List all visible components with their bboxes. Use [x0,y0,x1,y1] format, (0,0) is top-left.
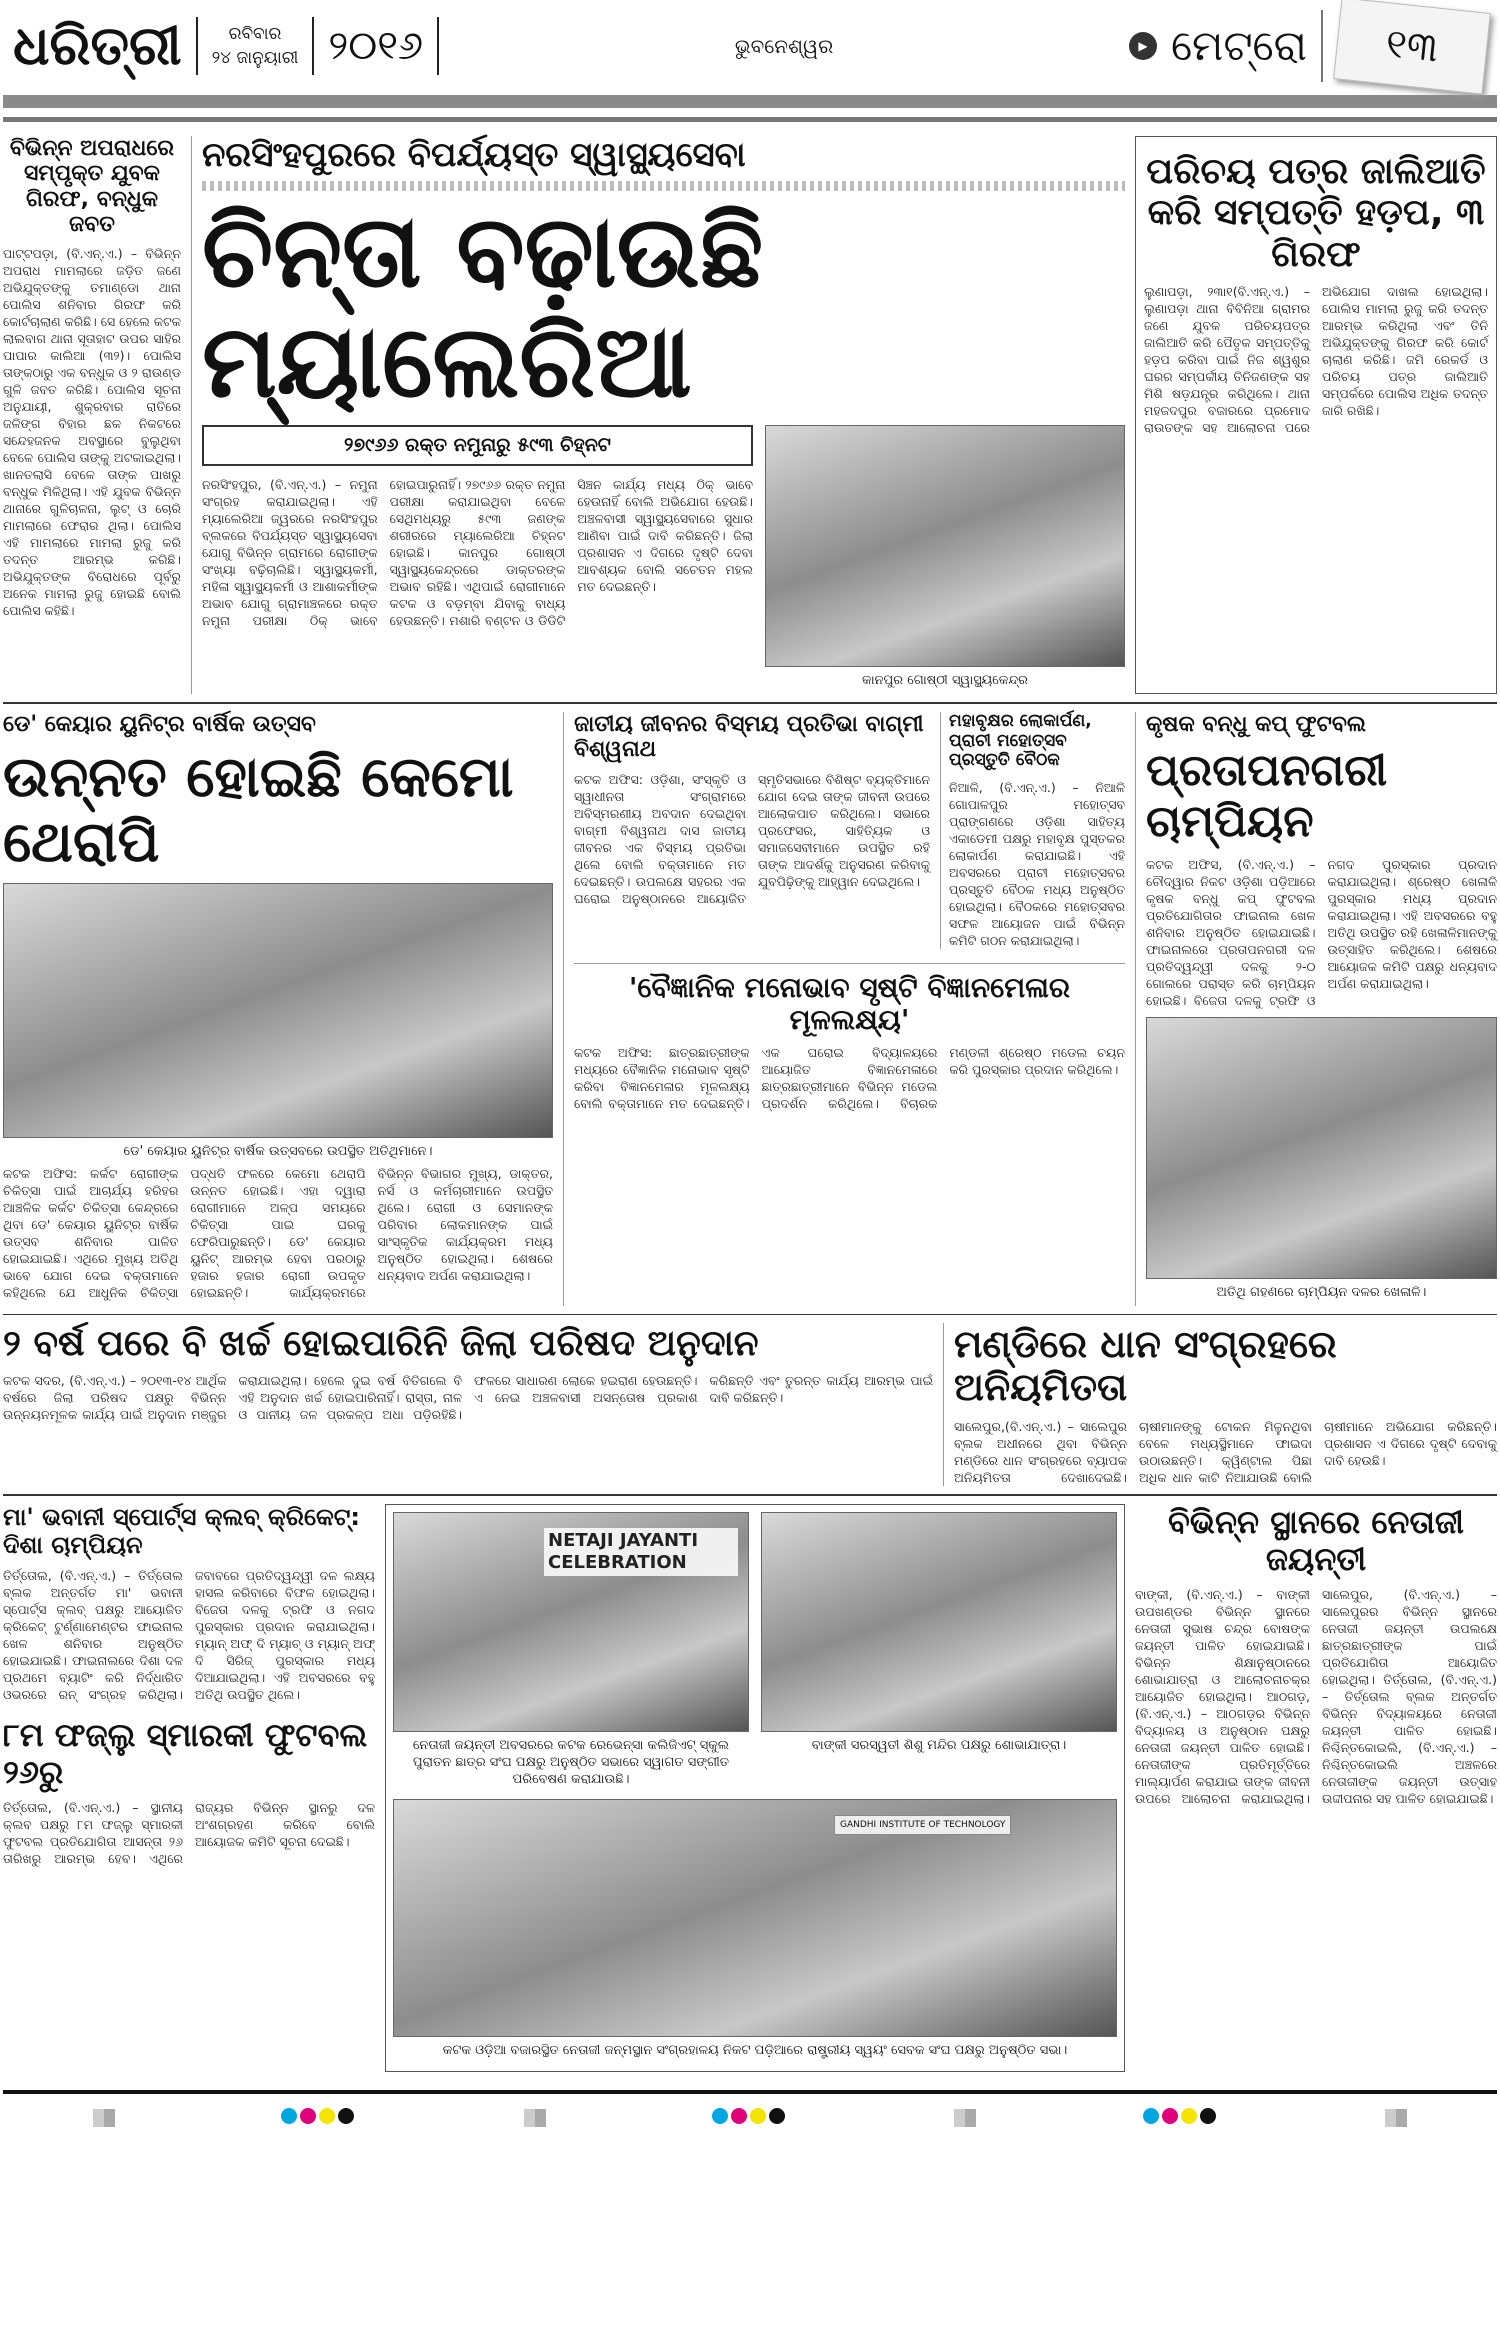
photo-procession [761,1512,1117,1732]
article-body: ସାଲେପୁର,(ବି.ଏନ୍.ଏ.) – ସାଲେପୁର ବ୍ଲକ ଅଧୀନରେ ଥିବା ବିଭିନ୍ନ ମଣ୍ଡିରେ ଧାନ ସଂଗ୍ରହରେ ବ୍ୟାପକ ଅନିୟମିତତା ଦେଖାଦେଇଛି। ଚାଷୀମାନଙ୍କୁ ଟୋକନ ମିଳୁନଥିବା ବେଳେ ମଧ୍ୟସ୍ଥିମାନେ ଫାଇଦା ଉଠାଉଛନ୍ତି। କ୍ୱିଣ୍ଟାଲ ପିଛା ଅଧିକ ଧାନ କାଟି ନିଆଯାଉଛି ବୋଲି ଚାଷୀମାନେ ଅଭିଯୋଗ କରିଛନ୍ତି। ପ୍ରଶାସନ ଏ ଦିଗରେ ଦୃଷ୍ଟି ଦେବାକୁ ଦାବି ହେଉଛି। [954,1419,1497,1486]
article-science [574,963,1125,1112]
divider [312,17,314,75]
masthead-rule [3,117,1497,122]
middle-stack [563,712,1125,1306]
article-prachi [940,712,1125,949]
article-grant [3,1323,933,1486]
city: ଭୁବନେଶ୍ୱର [734,34,834,58]
date-block [212,22,299,70]
page-number-text: ୧୩ [1383,20,1441,72]
kicker: ନରସିଂହପୁରରେ ବିପର୍ଯ୍ୟସ୍ତ ସ୍ୱାସ୍ଥ୍ୟସେବା [202,135,746,175]
article-paddy [943,1323,1497,1486]
article-body: ତିର୍ତ୍ତୋଲ, (ବି.ଏନ୍.ଏ.) – ତିର୍ତ୍ତୋଲ ବ୍ଲକ ଅନ୍ତର୍ଗତ ମା' ଭବାନୀ ସ୍ପୋର୍ଟ୍ସ କ୍ଲବ୍ ପକ୍ଷରୁ ଆୟୋଜିତ କ୍ରିକେଟ୍ ଟୁର୍ଣ୍ଣାମେଣ୍ଟର ଫାଇନାଲ ଖେଳ ଶନିବାର ଅନୁଷ୍ଠିତ ହୋଇଯାଇଛି। ଫାଇନାଲରେ ଦିଶା ଦଳ ପ୍ରଥମେ ବ୍ୟାଟିଂ କରି ନିର୍ଦ୍ଧାରିତ ଓଭରରେ ରନ୍ ସଂଗ୍ରହ କରିଥିଲା। ଜବାବରେ ପ୍ରତିଦ୍ୱନ୍ଦ୍ୱୀ ଦଳ ଲକ୍ଷ୍ୟ ହାସଲ କରିବାରେ ବିଫଳ ହୋଇଥିଲା। ବିଜେତା ଦଳକୁ ଟ୍ରଫି ଓ ନଗଦ ପୁରସ୍କାର ପ୍ରଦାନ କରାଯାଇଥିଲା। ମ୍ୟାନ୍ ଅଫ୍ ଦି ମ୍ୟାଚ୍ ଓ ମ୍ୟାନ୍ ଅଫ୍ ଦି ସିରିଜ୍ ପୁରସ୍କାର ମଧ୍ୟ ଦିଆଯାଇଥିଲା। ଏହି ଅବସରରେ ବହୁ ଅତିଥି ଉପସ୍ଥିତ ଥିଲେ। [3,1568,375,1703]
banner-text: NETAJI JAYANTI CELEBRATION [544,1528,738,1576]
play-bullet-icon: ▶ [1129,32,1157,60]
divider [437,17,439,75]
headline: 'ବୈଜ୍ଞାନିକ ମନୋଭାବ ସୃଷ୍ଟି ବିଜ୍ଞାନମେଳାର ମୂଳଲକ୍ଷ୍ୟ' [628,970,1071,1036]
registration-mark [1385,2109,1407,2127]
article-netaji [1135,1504,1497,2072]
headline: ବିଭିନ୍ନ ସ୍ଥାନରେ ନେତାଜୀ ଜୟନ୍ତୀ [1167,1503,1464,1578]
photo-rss-gathering [393,1799,1117,2037]
article-arrest [3,136,181,694]
article-body: କଟକ ଅଫିସ: ଛାତ୍ରଛାତ୍ରୀଙ୍କ ମଧ୍ୟରେ ବୈଜ୍ଞାନିକ ମନୋଭାବ ସୃଷ୍ଟି କରିବା ବିଜ୍ଞାନମେଳାର ମୂଳଲକ୍ଷ୍ୟ ବୋଲି ବକ୍ତାମାନେ ମତ ଦେଇଛନ୍ତି। ଏକ ଘରୋଇ ବିଦ୍ୟାଳୟରେ ଆୟୋଜିତ ବିଜ୍ଞାନମେଳାରେ ଛାତ୍ରଛାତ୍ରୀମାନେ ବିଭିନ୍ନ ମଡେଲ ପ୍ରଦର୍ଶନ କରିଥିଲେ। ବିଚାରକ ମଣ୍ଡଳୀ ଶ୍ରେଷ୍ଠ ମଡେଲ ଚୟନ କରି ପୁରସ୍କାର ପ୍ରଦାନ କରିଥିଲେ। [574,1045,1125,1112]
color-registration-marks [281,2108,357,2128]
article-body: ପାଟ୍ଟପଡ଼ା, (ବି.ଏନ୍.ଏ.) – ବିଭିନ୍ନ ଅପରାଧ ମାମଲାରେ ଜଡ଼ିତ ଜଣେ ଅଭିଯୁକ୍ତଙ୍କୁ ତମାଣ୍ଡୋ ଥାନା ପୋଲିସ ଶନିବାର ଗିରଫ କରି କୋର୍ଟଚାଲାଣ କରିଛି। ସେ ହେଲେ କଟକ ଲାଲବାଗ ଥାନା ସୂତାହାଟ ଉପର ସାହିର ପାପାର କାଲିଆ (୩୨)। ପୋଲିସ ତାଙ୍କଠାରୁ ଏକ ବନ୍ଧୁକ ଓ ୨ ରାଉଣ୍ଡ ଗୁଳି ଜବତ କରିଛି। ପୋଲିସ ସୂଚନା ଅନୁଯାୟୀ, ଶୁକ୍ରବାର ରାତିରେ ଜଳିଙ୍ଗ ବିହାର ଛକ ନିକଟରେ ସନ୍ଦେହଜନକ ଅବସ୍ଥାରେ ବୁଲୁଥିବା ବେଳେ ପୋଲିସ ତାଙ୍କୁ ଅଟକାଇଥିଲା। ଖାନତଲାସି ବେଳେ ତାଙ୍କ ପାଖରୁ ବନ୍ଧୁକ ମିଳିଥିଲା। ଏହି ଯୁବକ ବିଭିନ୍ନ ଥାନାରେ ଗୁଳିଚାଳନା, ଲୁଟ୍ ଓ ଚୋରି ମାମଲାରେ ଫେରାର ଥିଲା। ପୋଲିସ ଏହି ମାମଲାରେ ମାମଲା ରୁଜୁ କରି ତଦନ୍ତ ଆରମ୍ଭ କରିଛି। ଅଭିଯୁକ୍ତଙ୍କ ବିରୋଧରେ ପୂର୍ବରୁ ଅନେକ ମାମଲା ରୁଜୁ ହୋଇଛି ବୋଲି ପୋଲିସ କହିଛି। [3,246,181,619]
registration-dot [281,2108,297,2124]
article-body: ବାଙ୍କୀ, (ବି.ଏନ୍.ଏ.) – ବାଙ୍କୀ ଉପଖଣ୍ଡର ବିଭିନ୍ନ ସ୍ଥାନରେ ନେତାଜୀ ସୁଭାଷ ଚନ୍ଦ୍ର ବୋଷଙ୍କ ଜୟନ୍ତୀ ପାଳିତ ହୋଇଯାଇଛି। ବିଭିନ୍ନ ଶିକ୍ଷାନୁଷ୍ଠାନରେ ଶୋଭାଯାତ୍ରା ଓ ଆଲୋଚନାଚକ୍ର ଆୟୋଜିତ ହୋଇଥିଲା। ଆଠଗଡ଼, (ବି.ଏନ୍.ଏ.) – ଆଠଗଡ଼ର ବିଭିନ୍ନ ବିଦ୍ୟାଳୟ ଓ ଅନୁଷ୍ଠାନ ପକ୍ଷରୁ ନେତାଜୀ ଜୟନ୍ତୀ ପାଳିତ ହୋଇଛି। ନେତାଜୀଙ୍କ ପ୍ରତିମୂର୍ତ୍ତିରେ ମାଲ୍ୟାର୍ପଣ କରାଯାଇ ତାଙ୍କ ଜୀବନୀ ଉପରେ ଆଲୋଚନା କରାଯାଇଥିଲା। ସାଲେପୁର, (ବି.ଏନ୍.ଏ.) – ସାଲେପୁରର ବିଭିନ୍ନ ସ୍ଥାନରେ ନେତାଜୀ ଜୟନ୍ତୀ ଉପଲକ୍ଷେ ଛାତ୍ରଛାତ୍ରୀଙ୍କ ପାଇଁ ପ୍ରତିଯୋଗିତା ଆୟୋଜିତ ହୋଇଥିଲା। ତିର୍ତ୍ତୋଲ, (ବି.ଏନ୍.ଏ.) – ତିର୍ତ୍ତୋଲ ବ୍ଲକ ଅନ୍ତର୍ଗତ ବିଭିନ୍ନ ବିଦ୍ୟାଳୟରେ ନେତାଜୀ ଜୟନ୍ତୀ ପାଳିତ ହୋଇଛି। ନିଶ୍ଚିନ୍ତକୋଇଲି, (ବି.ଏନ୍.ଏ.) – ନିଶ୍ଚିନ୍ତକୋଇଲି ଅଞ୍ଚଳରେ ନେତାଜୀଙ୍କ ଜୟନ୍ତୀ ଉତ୍ସାହ ଉଦ୍ଦୀପନାର ସହ ପାଳିତ ହୋଇଯାଇଛି। [1135,1586,1497,1806]
color-registration-marks [1143,2108,1219,2128]
article-body: କଟକ ସଦର, (ବି.ଏନ୍.ଏ.) – ୨୦୧୩-୧୪ ଆର୍ଥିକ ବର୍ଷରେ ଜିଲା ପରିଷଦ ପକ୍ଷରୁ ବିଭିନ୍ନ ଉନ୍ନୟନମୂଳକ କାର୍ଯ୍ୟ ପାଇଁ ଅନୁଦାନ ମଞ୍ଜୁର କରାଯାଇଥିଲା। ହେଲେ ଦୁଇ ବର୍ଷ ବିତିଗଲେ ବି ଏହି ଅନୁଦାନ ଖର୍ଚ୍ଚ ହୋଇପାରିନାହିଁ। ରାସ୍ତା, ନାଳ ଓ ପାନୀୟ ଜଳ ପ୍ରକଳ୍ପ ଅଧା ପଡ଼ିରହିଛି। ଫଳରେ ସାଧାରଣ ଲୋକେ ହଇରାଣ ହେଉଛନ୍ତି। ଏ ନେଇ ଅଞ୍ଚଳବାସୀ ଅସନ୍ତୋଷ ପ୍ରକାଶ କରିଛନ୍ତି ଏବଂ ତୁରନ୍ତ କାର୍ଯ୍ୟ ଆରମ୍ଭ ପାଇଁ ଦାବି କରିଛନ୍ତି। [3,1373,933,1423]
headline: ଉନ୍ନତ ହୋଇଛି କେମୋ ଥେରାପି [3,745,514,875]
headline: ପରିଚୟ ପତ୍ର ଜାଲିଆତି କରି ସମ୍ପତ୍ତି ହଡ଼ପ, ୩ ଗିରଫ [1146,151,1486,275]
headline: ଚିନ୍ତା ବଢ଼ାଉଛି ମ୍ୟାଲେରିଆ [202,193,764,421]
article-fraud [1135,136,1497,694]
registration-dot [731,2108,747,2124]
registration-dot [1162,2108,1178,2124]
photo-champion-team [1146,1017,1497,1279]
divider [196,17,198,75]
article-body: କଟକ ଅଫିସ: ଓଡ଼ିଶା, ସଂସ୍କୃତି ଓ ସ୍ୱାଧୀନତା ସଂଗ୍ରାମରେ ଅବିସ୍ମରଣୀୟ ଅବଦାନ ଦେଇଥିବା ବାଗ୍ମୀ ବିଶ୍ୱନାଥ ଦାସ ଜାତୀୟ ଜୀବନର ଏକ ବିସ୍ମୟ ପ୍ରତିଭା ଥିଲେ ବୋଲି ବକ୍ତାମାନେ ମତ ଦେଇଛନ୍ତି। ଉପଲକ୍ଷେ ସହରର ଏକ ଘରୋଇ ଅନୁଷ୍ଠାନରେ ଆୟୋଜିତ ସ୍ମୃତିସଭାରେ ବିଶିଷ୍ଟ ବ୍ୟକ୍ତିମାନେ ଯୋଗ ଦେଇ ତାଙ୍କ ଜୀବନୀ ଉପରେ ଆଲୋକପାତ କରିଥିଲେ। ସଭାରେ ପ୍ରଫେସର, ସାହିତ୍ୟିକ ଓ ସମାଜସେବୀମାନେ ଉପସ୍ଥିତ ରହି ତାଙ୍କ ଆଦର୍ଶକୁ ଅନୁସରଣ କରିବାକୁ ଯୁବପିଢ଼ିଙ୍କୁ ଆହ୍ୱାନ ଦେଇଥିଲେ। [574,771,930,906]
registration-mark [954,2109,976,2127]
newspaper-logo: ଧରିତ୍ରୀ [13,14,182,77]
section-name: ମେଟ୍ରୋ [1170,21,1307,70]
headline: ଜାତୀୟ ଜୀବନର ବିସ୍ମୟ ପ୍ରତିଭା ବାଗ୍ମୀ ବିଶ୍ୱନାଥ [574,712,924,763]
photo-health-centre [765,425,1125,667]
registration-dot [750,2108,766,2124]
article-body: ତିର୍ତ୍ତୋଲ, (ବି.ଏନ୍.ଏ.) – ସ୍ଥାନୀୟ କ୍ଲବ ପକ୍ଷରୁ ୮ମ ଫଜ୍ଲୁ ସ୍ମାରକୀ ଫୁଟବଲ ପ୍ରତିଯୋଗିତା ଆସନ୍ତା ୨୬ ତାରିଖରୁ ଆରମ୍ଭ ହେବ। ଏଥିରେ ରାଜ୍ୟର ବିଭିନ୍ନ ସ୍ଥାନରୁ ଦଳ ଅଂଶଗ୍ରହଣ କରିବେ ବୋଲି ଆୟୋଜକ କମିଟି ସୂଚନା ଦେଇଛି। [3,1799,375,1866]
registration-dot [1181,2108,1197,2124]
masthead-bar [3,95,1497,108]
color-registration-marks [712,2108,788,2128]
photo-netaji-celebration [393,1512,749,1732]
footer [3,2090,1497,2128]
registration-mark [93,2109,115,2127]
photo-caption: ନେତାଜୀ ଜୟନ୍ତୀ ଅବସରରେ କଟକ ରେଭେନ୍ସା କଲିଜିଏଟ୍ ସ୍କୁଲ ପୁରାତନ ଛାତ୍ର ସଂଘ ପକ୍ଷରୁ ଅନୁଷ୍ଠିତ ସଭାରେ ସ୍ୱାଗତ ସଙ୍ଗୀତ ପରିବେଷଣ କରାଯାଉଛି। [412,1738,730,1788]
year: ୨୦୧୬ [328,23,424,69]
bus-text: GANDHI INSTITUTE OF TECHNOLOGY [834,1815,1011,1835]
article-body: ଲୁଣାପଡ଼ା, ୨୩ା୧(ବି.ଏନ୍.ଏ.) – ଲୁଣାପଡ଼ା ଥାନା ବିବିନିଆ ଗ୍ରାମର ଜଣେ ଯୁବକ ପରିଚୟପତ୍ର ଜାଲିଆତି କରି ପୈତୃକ ସମ୍ପତ୍ତିକୁ ହଡ଼ପ କରିବା ପାଇଁ ନିଜ ଶ୍ୱଶୁର ଘରର ସମ୍ପର୍କୀୟ ତିନିଜଣଙ୍କ ସହ ମିଶି ଷଡ଼ଯନ୍ତ୍ର କରିଥିଲେ। ଥାନା ମହଜଦପୁର ବଜାରରେ ପ୍ରମୋଦ ରାଉତଙ୍କ ସହ ଆଲୋଚନା ପରେ ଅଭିଯୋଗ ଦାଖଲ ହୋଇଥିଲା। ପୋଲିସ ମାମଲା ରୁଜୁ କରି ତଦନ୍ତ ଆରମ୍ଭ କରିଥିଲା ଏବଂ ତିନି ଅଭିଯୁକ୍ତଙ୍କୁ ଗିରଫ କରି କୋର୍ଟ ଚାଲାଣ କରିଛି। ଜମି ରେକର୍ଡ ଓ ପରିଚୟ ପତ୍ର ଜାଲିଆତି ସମ୍ପର୍କରେ ପୋଲିସ ଅଧିକ ତଦନ୍ତ ଜାରି ରଖିଛି। [1144,284,1488,436]
article-chemo [3,712,553,1306]
page-number [1333,0,1491,95]
article-football [1135,712,1497,1306]
registration-mark [524,2109,546,2127]
photo-guests-on-stage [3,883,553,1138]
kicker: ଡେ' କେୟାର ୟୁନିଟ୍‌ର ବାର୍ଷିକ ଉତ୍ସବ [3,712,316,738]
photo-caption: ଡେ' କେୟାର ୟୁନିଟ୍‌ର ବାର୍ଷିକ ଉତ୍ସବରେ ଉପସ୍ଥିତ ଅତିଥିମାନେ। [123,1144,433,1160]
registration-dot [338,2108,354,2124]
highlight-box [202,425,753,466]
registration-dot [712,2108,728,2124]
article-biswanath [574,712,930,949]
article-body: ନରସିଂହପୁର, (ବି.ଏନ୍.ଏ.) – ନମୁନା ସଂଗ୍ରହ କରାଯାଇଥିଲା। ଏହି ମ୍ୟାଲେରିଆ ଜ୍ୱରରେ ନରସିଂହପୁର ବ୍ଲକରେ ବିପର୍ଯ୍ୟସ୍ତ ସ୍ୱାସ୍ଥ୍ୟସେବା ଯୋଗୁ ବିଭିନ୍ନ ଗ୍ରାମରେ ରୋଗୀଙ୍କ ସଂଖ୍ୟା ବଢ଼ିଚାଲିଛି। ସ୍ୱାସ୍ଥ୍ୟକର୍ମୀ, ମହିଳା ସ୍ୱାସ୍ଥ୍ୟକର୍ମୀ ଓ ଆଶାକର୍ମୀଙ୍କ ଅଭାବ ଯୋଗୁ ଗ୍ରାମାଞ୍ଚଳରେ ରକ୍ତ ନମୁନା ପରୀକ୍ଷା ଠିକ୍ ଭାବେ ହୋଇପାରୁନାହିଁ। ୨୭୯୬୬ ରକ୍ତ ନମୁନା ପରୀକ୍ଷା କରାଯାଇଥିବା ବେଳେ ସେଥିମଧ୍ୟରୁ ୫୯୩ ଜଣଙ୍କ ଶରୀରରେ ମ୍ୟାଲେରିଆ ଚିହ୍ନଟ ହୋଇଛି। କାନପୁର ଗୋଷ୍ଠୀ ସ୍ୱାସ୍ଥ୍ୟକେନ୍ଦ୍ରରେ ଡାକ୍ତରଙ୍କ ଅଭାବ ରହିଛି। ଏଥିପାଇଁ ରୋଗୀମାନେ କଟକ ଓ ବଡ଼ମ୍ବା ଯିବାକୁ ବାଧ୍ୟ ହେଉଛନ୍ତି। ମଶାରି ବଣ୍ଟନ ଓ ଡିଡିଟି ସିଞ୍ଚନ କାର୍ଯ୍ୟ ମଧ୍ୟ ଠିକ୍ ଭାବେ ହେଉନାହିଁ ବୋଲି ଅଭିଯୋଗ ହେଉଛି। ଅଞ୍ଚଳବାସୀ ସ୍ୱାସ୍ଥ୍ୟସେବାରେ ସୁଧାର ଆଣିବା ପାଇଁ ଦାବି କରିଛନ୍ତି। ଜିଲା ପ୍ରଶାସନ ଏ ଦିଗରେ ଦୃଷ୍ଟି ଦେବା ଆବଶ୍ୟକ ବୋଲି ସଚେତନ ମହଲ ମତ ଦେଇଛନ୍ତି। [202,476,753,628]
row-middle [3,702,1497,1314]
headline: ମଣ୍ଡିରେ ଧାନ ସଂଗ୍ରହରେ ଅନିୟମିତତା [954,1321,1337,1410]
photo-caption: କାନପୁର ଗୋଷ୍ଠୀ ସ୍ୱାସ୍ଥ୍ୟକେନ୍ଦ୍ର [862,673,1028,689]
photo-caption: କଟକ ଓଡ଼ିଆ ବଜାରସ୍ଥିତ ନେତାଜୀ ଜନ୍ମସ୍ଥାନ ସଂଗ୍ରହାଳୟ ନିକଟ ପଡ଼ିଆରେ ରାଷ୍ଟ୍ରୀୟ ସ୍ୱୟଂ ସେବକ ସଂଘ ପକ୍ଷରୁ ଅନୁଷ୍ଠିତ ସଭା। [442,2043,1068,2059]
article-body: କଟକ ଅଫିସ, (ବି.ଏନ୍.ଏ.) – ଚୌଦ୍ୱାର ନିକଟ ଓଡ଼ିଶା ପଡ଼ିଆରେ କୃଷକ ବନ୍ଧୁ କପ୍ ଫୁଟବଲ ପ୍ରତିଯୋଗିତାର ଫାଇନାଲ ଖେଳ ଶନିବାର ଅନୁଷ୍ଠିତ ହୋଇଯାଇଛି। ଫାଇନାଲରେ ପ୍ରତାପନଗରୀ ଦଳ ପ୍ରତିଦ୍ୱନ୍ଦ୍ୱୀ ଦଳକୁ ୨-୦ ଗୋଲରେ ପରାସ୍ତ କରି ଚାମ୍ପିୟନ ହୋଇଛି। ବିଜେତା ଦଳକୁ ଟ୍ରଫି ଓ ନଗଦ ପୁରସ୍କାର ପ୍ରଦାନ କରାଯାଇଥିଲା। ଶ୍ରେଷ୍ଠ ଖେଳାଳି ପୁରସ୍କାର ମଧ୍ୟ ପ୍ରଦାନ କରାଯାଇଥିଲା। ଏହି ଅବସରରେ ବହୁ ଅତିଥି ଉପସ୍ଥିତ ରହି ଖେଳାଳିମାନଙ୍କୁ ଉତ୍ସାହିତ କରିଥିଲେ। ଶେଷରେ ଆୟୋଜକ କମିଟି ପକ୍ଷରୁ ଧନ୍ୟବାଦ ଅର୍ପଣ କରାଯାଇଥିଲା। [1146,856,1497,1008]
registration-dot [1143,2108,1159,2124]
kicker: କୃଷକ ବନ୍ଧୁ କପ୍ ଫୁଟବଲ [1146,712,1367,738]
row-top [3,128,1497,702]
headline: ୮ମ ଫଜ୍ଲୁ ସ୍ମାରକୀ ଫୁଟବଲ ୨୬ରୁ [3,1716,368,1792]
left-stack [3,1504,375,2072]
date: ୨୪ ଜାନୁୟାରୀ [211,48,299,68]
article-malaria [191,136,1125,694]
article-body: ନିଆଳି, (ବି.ଏନ୍.ଏ.) – ନିଆଳି ଗୋପାଳପୁର ମହୋତ୍ସବ ପ୍ରାଙ୍ଗଣରେ ଓଡ଼ିଶା ସାହିତ୍ୟ ଏକାଡେମୀ ପକ୍ଷରୁ ମହାବୃକ୍ଷ ପୁସ୍ତକର ଲୋକାର୍ପଣ କରାଯାଇଛି। ଏହି ଅବସରରେ ପ୍ରାଚୀ ମହୋତ୍ସବର ପ୍ରସ୍ତୁତି ବୈଠକ ମଧ୍ୟ ଅନୁଷ୍ଠିତ ହୋଇଥିଲା। ବୈଠକରେ ମହୋତ୍ସବର ସଫଳ ଆୟୋଜନ ପାଇଁ ବିଭିନ୍ନ କମିଟି ଗଠନ କରାଯାଇଥିଲା। [949,779,1125,948]
article-cricket [3,1504,375,1703]
headline: ମା' ଭବାନୀ ସ୍ପୋର୍ଟ୍ସ କ୍ଲବ୍ କ୍ରିକେଟ୍: ଦିଶା ଚାମ୍ପିୟନ [3,1503,360,1559]
registration-dot [319,2108,335,2124]
photo-caption: ବାଙ୍କୀ ସରସ୍ୱତୀ ଶିଶୁ ମନ୍ଦିର ପକ୍ଷରୁ ଶୋଭାଯାତ୍ରା। [811,1738,1067,1754]
headline: ୨ ବର୍ଷ ପରେ ବି ଖର୍ଚ୍ଚ ହୋଇପାରିନି ଜିଲା ପରିଷଦ ଅନୁଦାନ [3,1322,759,1364]
day: ରବିବାର [228,24,282,44]
registration-dot [769,2108,785,2124]
registration-dot [1200,2108,1216,2124]
divider [1321,10,1323,82]
masthead [3,0,1497,122]
article-body: କଟକ ଅଫିସ: କର୍କଟ ରୋଗୀଙ୍କ ଚିକିତ୍ସା ପାଇଁ ଆଚାର୍ଯ୍ୟ ହରିହର ଆଞ୍ଚଳିକ କର୍କଟ ଚିକିତ୍ସା କେନ୍ଦ୍ରରେ ଥିବା ଡେ' କେୟାର ୟୁନିଟ୍‌ର ବାର୍ଷିକ ଉତ୍ସବ ଶନିବାର ପାଳିତ ହୋଇଯାଇଛି। ଏଥିରେ ମୁଖ୍ୟ ଅତିଥି ଭାବେ ଯୋଗ ଦେଇ ବକ୍ତାମାନେ କହିଥିଲେ ଯେ ଆଧୁନିକ ଚିକିତ୍ସା ପଦ୍ଧତି ଫଳରେ କେମୋ ଥେରାପି ଉନ୍ନତ ହୋଇଛି। ଏହା ଦ୍ୱାରା ରୋଗୀମାନେ ଅଳ୍ପ ସମୟରେ ଚିକିତ୍ସା ପାଇ ଘରକୁ ଫେରିପାରୁଛନ୍ତି। ଡେ' କେୟାର ୟୁନିଟ୍ ଆରମ୍ଭ ହେବା ପରଠାରୁ ହଜାର ହଜାର ରୋଗୀ ଉପକୃତ ହୋଇଛନ୍ତି। କାର୍ଯ୍ୟକ୍ରମରେ ବିଭିନ୍ନ ବିଭାଗର ମୁଖ୍ୟ, ଡାକ୍ତର, ନର୍ସ ଓ କର୍ମଚାରୀମାନେ ଉପସ୍ଥିତ ଥିଲେ। ରୋଗୀ ଓ ସେମାନଙ୍କ ପରିବାର ଲୋକମାନଙ୍କ ପାଇଁ ସାଂସ୍କୃତିକ କାର୍ଯ୍ୟକ୍ରମ ମଧ୍ୟ ଅନୁଷ୍ଠିତ ହୋଇଥିଲା। ଶେଷରେ ଧନ୍ୟବାଦ ଅର୍ପଣ କରାଯାଇଥିଲା। [3,1166,553,1301]
row-bottom [3,1494,1497,2080]
registration-dot [300,2108,316,2124]
headline: ମହାବୃକ୍ଷର ଲୋକାର୍ପଣ, ପ୍ରାଚୀ ମହୋତ୍ସବ ପ୍ରସ୍ତୁତି ବୈଠକ [949,711,1092,771]
headline: ପ୍ରତାପନଗରୀ ଚାମ୍ପିୟନ [1146,745,1388,848]
netaji-photo-feature [385,1504,1125,2072]
decorative-pattern [202,181,1125,191]
row-lower [3,1314,1497,1494]
article-fazlu [3,1717,375,1867]
photo-caption: ଅତିଥି ଗହଣରେ ଚାମ୍ପିୟନ ଦଳର ଖେଳାଳି। [1216,1284,1427,1300]
headline: ବିଭିନ୍ନ ଅପରାଧରେ ସମ୍ପୃକ୍ତ ଯୁବକ ଗିରଫ, ବନ୍ଧୁକ ଜବତ [9,136,175,237]
highlight-text: ୨୭୯୬୬ ରକ୍ତ ନମୁନାରୁ ୫୯୩ ଚିହ୍ନଟ [344,434,611,457]
